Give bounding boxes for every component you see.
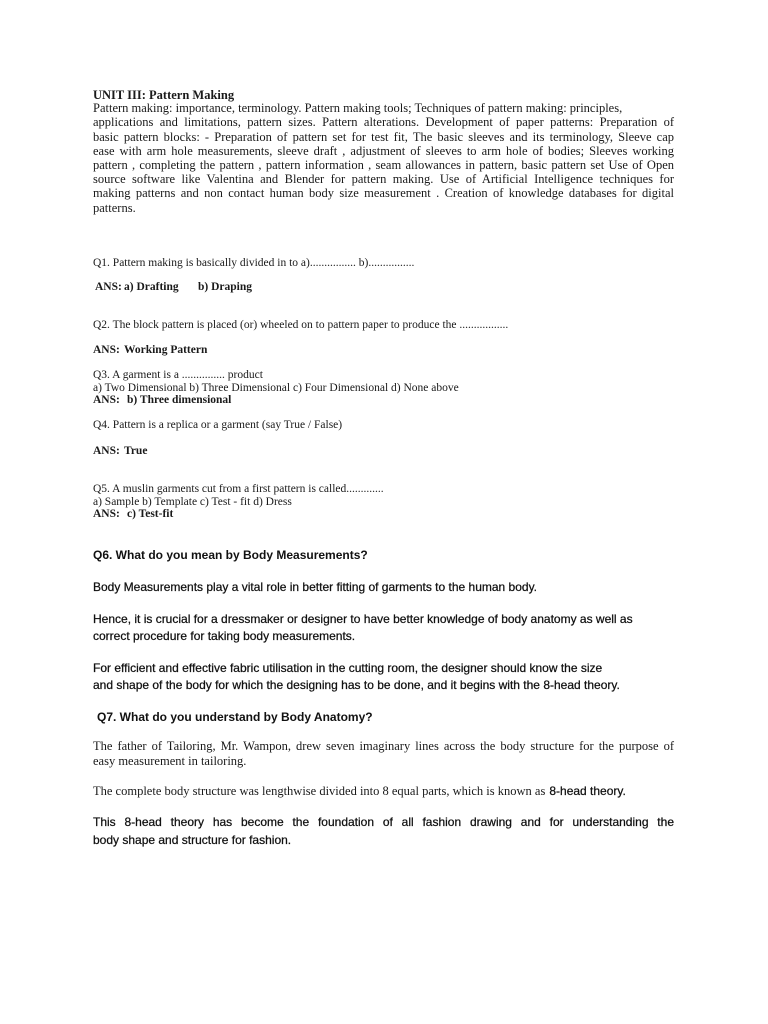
- answer-label: ANS:: [93, 508, 120, 520]
- section-heading: Q6. What do you mean by Body Measurements?: [93, 548, 368, 562]
- answer-label: ANS:: [93, 394, 120, 406]
- question-text: Q2. The block pattern is placed (or) wheeled on to pattern paper to produce the .................: [93, 319, 509, 331]
- body-text: The complete body structure was lengthwise divided into 8 equal parts, which is known as: [93, 784, 546, 798]
- syllabus-line: Pattern making: importance, terminology. Pattern making tools; Techniques of pattern making: principles,: [93, 101, 623, 115]
- syllabus-line: applications and limitations, pattern sizes. Pattern alterations. Development of paper patterns: Preparation of: [93, 115, 674, 129]
- syllabus-line: basic pattern blocks: - Preparation of pattern set for test fit, The basic sleeves and its terminology, Sleeve cap: [93, 130, 674, 144]
- syllabus-line: pattern , completing the pattern , pattern information , seam allowances in pattern, basic pattern set Use of Open: [93, 158, 674, 172]
- section-heading: Q7. What do you understand by Body Anatomy?: [97, 710, 373, 724]
- answer-label: ANS:: [93, 344, 120, 356]
- body-paragraph-line: easy measurement in tailoring.: [93, 754, 247, 768]
- question-text: Q4. Pattern is a replica or a garment (say True / False): [93, 419, 343, 431]
- answer-label: ANS:: [93, 445, 120, 457]
- body-paragraph-line: [93, 782, 626, 800]
- answer-text: Working Pattern: [124, 344, 208, 356]
- question-text: Q3. A garment is a ............... product: [93, 369, 263, 381]
- body-paragraph-line: Body Measurements play a vital role in better fitting of garments to the human body.: [93, 580, 538, 594]
- body-paragraph-line: For efficient and effective fabric utilisation in the cutting room, the designer should know the size: [93, 661, 603, 675]
- syllabus-line: source software like Valentina and Blender for pattern making. Use of Artificial Intelligence techniques for: [93, 172, 674, 186]
- body-paragraph-line: correct procedure for taking body measurements.: [93, 629, 356, 643]
- question-text: Q1. Pattern making is basically divided in to a)................ b)................: [93, 257, 415, 269]
- unit-title: UNIT III: Pattern Making: [93, 88, 235, 102]
- answer-label: ANS:: [95, 281, 122, 293]
- answer-text: c) Test-fit: [127, 508, 174, 520]
- question-options: a) Sample b) Template c) Test - fit d) Dress: [93, 496, 292, 508]
- body-paragraph-line: This 8-head theory has become the foundation of all fashion drawing and for understanding the: [93, 815, 674, 829]
- syllabus-line: patterns.: [93, 201, 136, 215]
- answer-text: b) Three dimensional: [127, 394, 232, 406]
- answer-text: True: [124, 445, 148, 457]
- syllabus-line: ease with arm hole measurements, sleeve draft , adjustment of sleeves to arm hole of bodies; Sleeves working: [93, 144, 674, 158]
- emphasis-text: 8-head theory.: [549, 784, 626, 798]
- question-options: a) Two Dimensional b) Three Dimensional c) Four Dimensional d) None above: [93, 382, 459, 394]
- syllabus-line: making patterns and non contact human body size measurement . Creation of knowledge databases for digital: [93, 186, 674, 200]
- body-paragraph-line: body shape and structure for fashion.: [93, 833, 292, 847]
- answer-text: a) Drafting: [124, 281, 179, 293]
- body-paragraph-line: The father of Tailoring, Mr. Wampon, drew seven imaginary lines across the body structure for the purpose of: [93, 739, 674, 753]
- body-paragraph-line: Hence, it is crucial for a dressmaker or designer to have better knowledge of body anatomy as well as: [93, 612, 633, 626]
- answer-text: b) Draping: [198, 281, 252, 293]
- question-text: Q5. A muslin garments cut from a first pattern is called.............: [93, 483, 384, 495]
- body-paragraph-line: and shape of the body for which the designing has to be done, and it begins with the 8-head theory.: [93, 678, 620, 692]
